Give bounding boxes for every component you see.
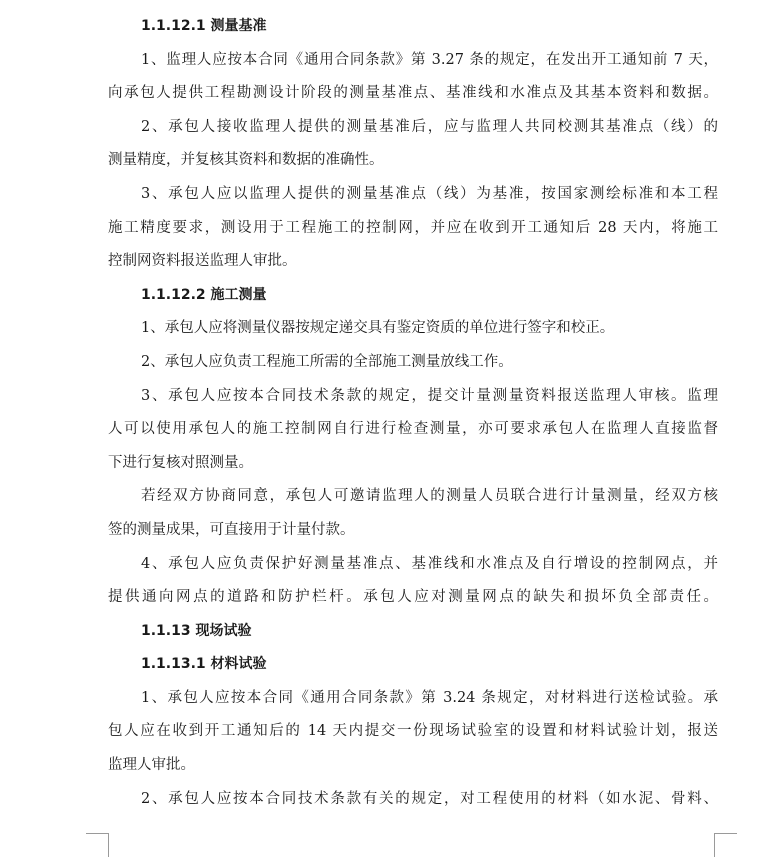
paragraph-line: 测量精度，并复核其资料和数据的准确性。 — [108, 152, 384, 169]
paragraph-line: 3、承包人应以监理人提供的测量基准点（线）为基准，按国家测绘标准和本工程 — [141, 185, 718, 202]
paragraph-line: 1、承包人应按本合同《通用合同条款》第 3.24 条规定，对材料进行送检试验。承 — [141, 689, 718, 706]
heading-1-1-12-2: 1.1.12.2 施工测量 — [141, 286, 267, 303]
paragraph-line: 下进行复核对照测量。 — [108, 454, 253, 471]
paragraph-line: 施工精度要求，测设用于工程施工的控制网，并应在收到开工通知后 28 天内，将施工 — [108, 219, 718, 236]
margin-corner-mark-left — [86, 833, 109, 857]
paragraph-line: 3、承包人应按本合同技术条款的规定，提交计量测量资料报送监理人审核。监理 — [141, 387, 718, 404]
margin-corner-mark-right — [714, 833, 737, 857]
paragraph-line: 2、承包人接收监理人提供的测量基准后，应与监理人共同校测其基准点（线）的 — [141, 118, 718, 135]
paragraph-line: 向承包人提供工程勘测设计阶段的测量基准点、基准线和水准点及其基本资料和数据。 — [108, 85, 718, 102]
paragraph-line: 包人应在收到开工通知后的 14 天内提交一份现场试验室的设置和材料试验计划，报送 — [108, 723, 718, 740]
heading-1-1-12-1: 1.1.12.1 测量基准 — [141, 18, 267, 34]
document-body — [108, 10, 718, 816]
paragraph-line: 1、承包人应将测量仪器按规定递交具有鉴定资质的单位进行签字和校正。 — [141, 320, 615, 337]
paragraph-line: 1、监理人应按本合同《通用合同条款》第 3.27 条的规定，在发出开工通知前 7 天， — [141, 51, 718, 68]
paragraph-line: 2、承包人应按本合同技术条款有关的规定，对工程使用的材料（如水泥、骨料、 — [141, 790, 718, 807]
paragraph-line: 2、承包人应负责工程施工所需的全部施工测量放线工作。 — [141, 353, 513, 370]
paragraph-line: 签的测量成果，可直接用于计量付款。 — [108, 521, 355, 538]
paragraph-line: 4、承包人应负责保护好测量基准点、基准线和水准点及自行增设的控制网点，并 — [141, 555, 718, 572]
heading-1-1-13-1: 1.1.13.1 材料试验 — [141, 656, 267, 673]
paragraph-line: 若经双方协商同意，承包人可邀请监理人的测量人员联合进行计量测量，经双方核 — [141, 488, 718, 505]
heading-1-1-13: 1.1.13 现场试验 — [141, 622, 252, 639]
paragraph-line: 人可以使用承包人的施工控制网自行进行检查测量，亦可要求承包人在监理人直接监督 — [108, 421, 718, 438]
paragraph-line: 提供通向网点的道路和防护栏杆。承包人应对测量网点的缺失和损坏负全部责任。 — [108, 589, 718, 606]
paragraph-line: 控制网资料报送监理人审批。 — [108, 253, 297, 270]
paragraph-line: 监理人审批。 — [108, 757, 195, 774]
